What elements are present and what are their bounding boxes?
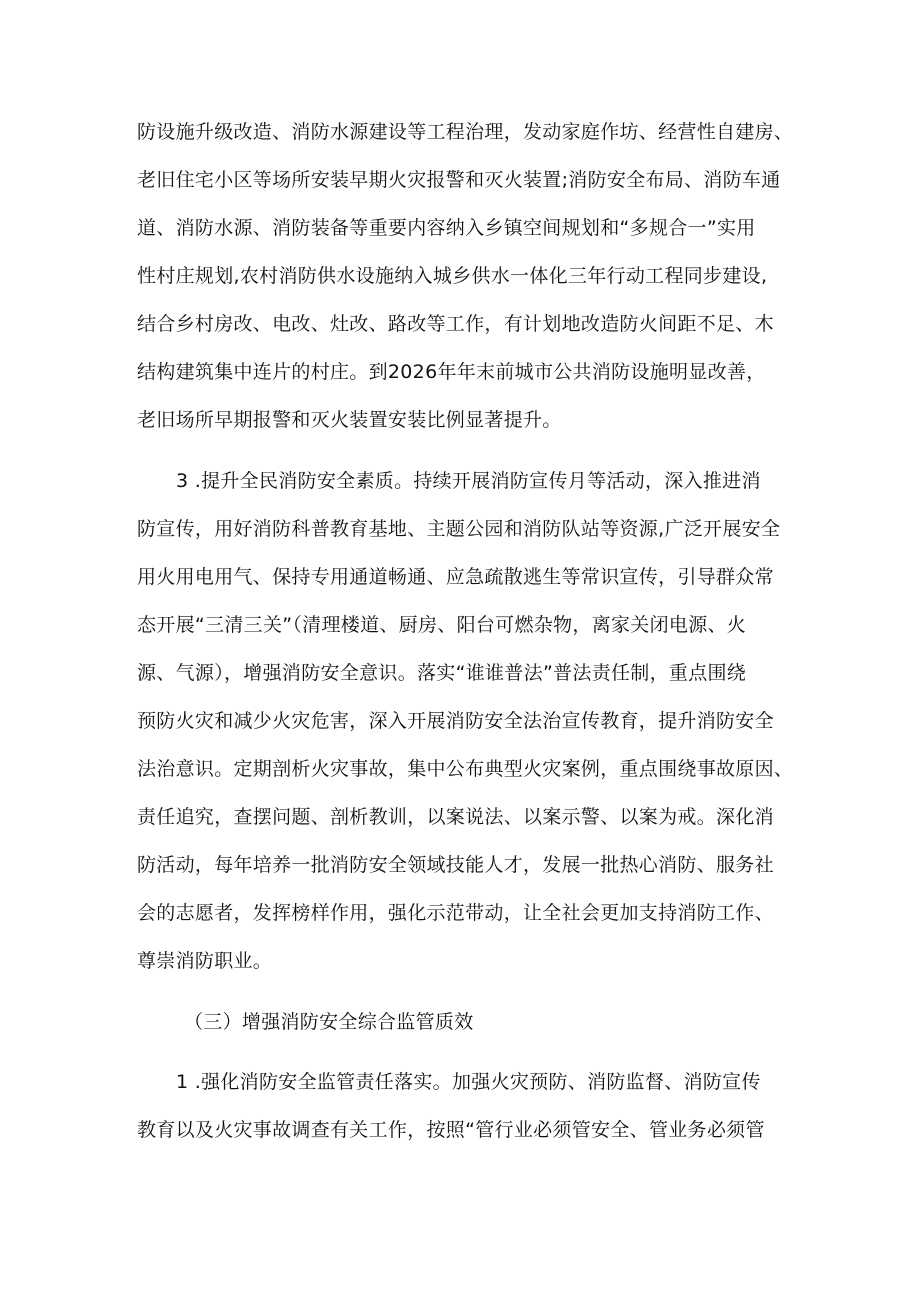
text-line: 结构建筑集中连片的村庄。到2026年年末前城市公共消防设施明显改善，	[137, 361, 766, 383]
text-line: 用火用电用气、保持专用通道畅通、应急疏散逃生等常识宣传，引导群众常	[137, 566, 774, 588]
text-line: 源、气源），增强消防安全意识。落实“谁谁普法”普法责任制，重点围绕	[137, 662, 747, 684]
text-line: 防宣传，用好消防科普教育基地、主题公园和消防队站等资源,广泛开展安全	[137, 518, 781, 540]
text-line: 老旧场所早期报警和灭火装置安装比例显著提升。	[137, 409, 562, 431]
section-heading: （三）增强消防安全综合监管质效	[184, 1011, 474, 1033]
text-line: 防活动，每年培养一批消防安全领域技能人才，发展一批热心消防、服务社	[137, 854, 774, 876]
text-line: 教育以及火灾事故调查有关工作，按照“管行业必须管安全、管业务必须管	[137, 1119, 765, 1141]
text-line: 老旧住宅小区等场所安装早期火灾报警和灭火装置;消防安全布局、消防车通	[137, 169, 781, 191]
text-line: 态开展“三清三关”（清理楼道、厨房、阳台可燃杂物，离家关闭电源、火	[137, 614, 747, 636]
text-line: 道、消防水源、消防装备等重要内容纳入乡镇空间规划和“多规合一”实用	[137, 217, 756, 239]
text-line: 法治意识。定期剖析火灾事故，集中公布典型火灾案例，重点围绕事故原因、	[137, 758, 794, 780]
text-line: 会的志愿者，发挥榜样作用，强化示范带动，让全社会更加支持消防工作、	[137, 902, 774, 924]
text-line: 责任追究，查摆问题、剖析教训，以案说法、以案示警、以案为戒。深化消	[137, 806, 774, 828]
text-line: 尊崇消防职业。	[137, 950, 273, 972]
text-line: 防设施升级改造、消防水源建设等工程治理，发动家庭作坊、经营性自建房、	[137, 121, 794, 143]
text-line: 性村庄规划,农村消防供水设施纳入城乡供水一体化三年行动工程同步建设,	[137, 265, 768, 287]
text-line: 结合乡村房改、电改、灶改、路改等工作，有计划地改造防火间距不足、木	[137, 313, 774, 335]
text-line: 3 .提升全民消防安全素质。持续开展消防宣传月等活动，深入推进消	[176, 470, 761, 492]
text-line: 预防火灾和减少火灾危害，深入开展消防安全法治宣传教育，提升消防安全	[137, 710, 774, 732]
text-line: 1 .强化消防安全监管责任落实。加强火灾预防、消防监督、消防宣传	[176, 1071, 761, 1093]
